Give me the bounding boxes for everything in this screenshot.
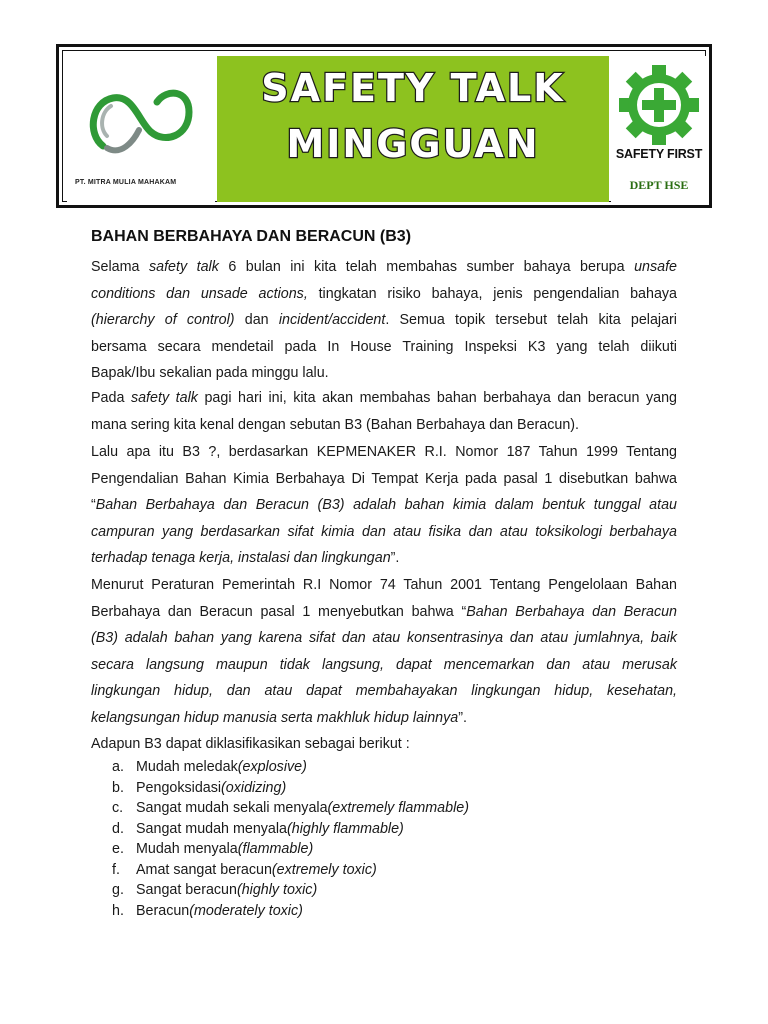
list-term: Mudah meledak (136, 759, 238, 775)
list-english: (flammable) (237, 841, 314, 857)
p1-line-5: Bapak/Ibu sekalian pada minggu lalu. (91, 365, 329, 381)
company-logo-icon (81, 76, 203, 168)
list-item (112, 880, 469, 901)
list-english: (moderately toxic) (189, 902, 303, 919)
p2-line-1: Pada safety talk pagi hari ini, kita akan membahas bahan berbahaya dan beracun yang (91, 390, 677, 406)
list-term: Sangat mudah sekali menyala (136, 800, 328, 816)
list-term: Sangat mudah menyala (136, 820, 288, 837)
p4-line-6: kelangsungan hidup manusia serta makhluk hidup lainnya”. (91, 709, 467, 726)
list-item (112, 860, 469, 881)
list-english: (oxidizing) (221, 779, 287, 796)
p3-line-4: campuran yang berdasarkan sifat kimia dan atau fisika dan atau toksikologi berbahaya (91, 523, 677, 540)
header-frame (62, 50, 706, 202)
list-intro-text: Adapun B3 dapat diklasifikasikan sebagai berikut : (91, 736, 410, 752)
list-item (112, 757, 469, 778)
title-cell (217, 56, 609, 202)
list-marker: h. (112, 902, 124, 919)
safety-badge-cell (611, 56, 707, 202)
list-marker: d. (112, 820, 124, 837)
paragraph-3 (91, 439, 677, 572)
list-english: (extremely flammable) (327, 800, 469, 816)
list-item (112, 798, 469, 819)
classification-list (112, 757, 469, 921)
p2-line-2: mana sering kita kenal dengan sebutan B3 (Bahan Berbahaya dan Beracun). (91, 416, 580, 433)
header-banner (56, 44, 712, 208)
list-marker: c. (112, 800, 124, 816)
paragraph-1 (91, 254, 677, 387)
safety-gear-cross-icon (615, 62, 703, 148)
company-logo-cell (67, 56, 215, 202)
company-name: PT. MITRA MULIA MAHAKAM (75, 179, 177, 186)
list-english: (extremely toxic) (271, 861, 377, 878)
list-term: Mudah menyala (136, 841, 238, 857)
list-marker: g. (112, 882, 124, 898)
paragraph-2 (91, 385, 677, 438)
list-term: Amat sangat beracun (136, 861, 272, 878)
list-intro (91, 733, 677, 755)
list-item (112, 819, 469, 840)
p4-line-2: Berbahaya dan Beracun pasal 1 menyebutkan bahwa “Bahan Berbahaya dan Beracun (91, 603, 678, 620)
p4-line-4: secara langsung maupun tidak langsung, dapat mencemarkan dan atau merusak (91, 656, 677, 673)
list-english: (highly flammable) (287, 820, 404, 837)
list-term: Beracun (136, 902, 190, 919)
list-marker: b. (112, 779, 124, 796)
p1-line-4: bersama secara mendetail pada In House Training Inspeksi K3 yang telah diikuti (91, 338, 677, 355)
list-term: Pengoksidasi (136, 779, 222, 796)
p1-line-2: conditions dan unsade actions, tingkatan risiko bahaya, jenis pengendalian bahaya (91, 285, 677, 302)
title-line-2: MINGGUAN (286, 122, 540, 166)
document-heading: BAHAN BERBAHAYA DAN BERACUN (B3) (91, 228, 412, 245)
list-item (112, 901, 469, 922)
list-item (112, 778, 469, 799)
p1-line-1: Selama safety talk 6 bulan ini kita telah membahas sumber bahaya berupa unsafe (91, 259, 677, 275)
paragraph-4 (91, 572, 677, 731)
p3-line-1: Lalu apa itu B3 ?, berdasarkan KEPMENAKER R.I. Nomor 187 Tahun 1999 Tentang (91, 444, 677, 460)
p4-line-3: (B3) adalah bahan yang karena sifat dan atau konsentrasinya dan atau jumlahnya, baik (91, 630, 677, 646)
list-marker: f. (112, 861, 120, 878)
department-label: DEPT HSE (629, 178, 689, 192)
p4-line-5: lingkungan hidup, dan atau dapat membahayakan lingkungan hidup, kesehatan, (91, 683, 677, 699)
p3-line-3: “Bahan Berbahaya dan Beracun (B3) adalah bahan kimia dalam bentuk tunggal atau (91, 497, 677, 513)
list-marker: a. (112, 759, 124, 775)
list-term: Sangat beracun (136, 882, 237, 898)
list-english: (highly toxic) (236, 882, 318, 898)
p4-line-1: Menurut Peraturan Pemerintah R.I Nomor 74 Tahun 2001 Tentang Pengelolaan Bahan (91, 577, 677, 593)
title-line-1: SAFETY TALK (261, 66, 565, 110)
list-item (112, 839, 469, 860)
p3-line-2: Pengendalian Bahan Kimia Berbahaya Di Tempat Kerja pada pasal 1 disebutkan bahwa (91, 470, 677, 487)
list-english: (explosive) (237, 759, 307, 775)
safety-first-label: SAFETY FIRST (615, 147, 703, 161)
p1-line-3: (hierarchy of control) dan incident/accident. Semua topik tersebut telah kita pelajari (91, 312, 677, 328)
list-marker: e. (112, 841, 124, 857)
p3-line-5: terhadap tenaga kerja, instalasi dan lingkungan”. (91, 550, 400, 566)
